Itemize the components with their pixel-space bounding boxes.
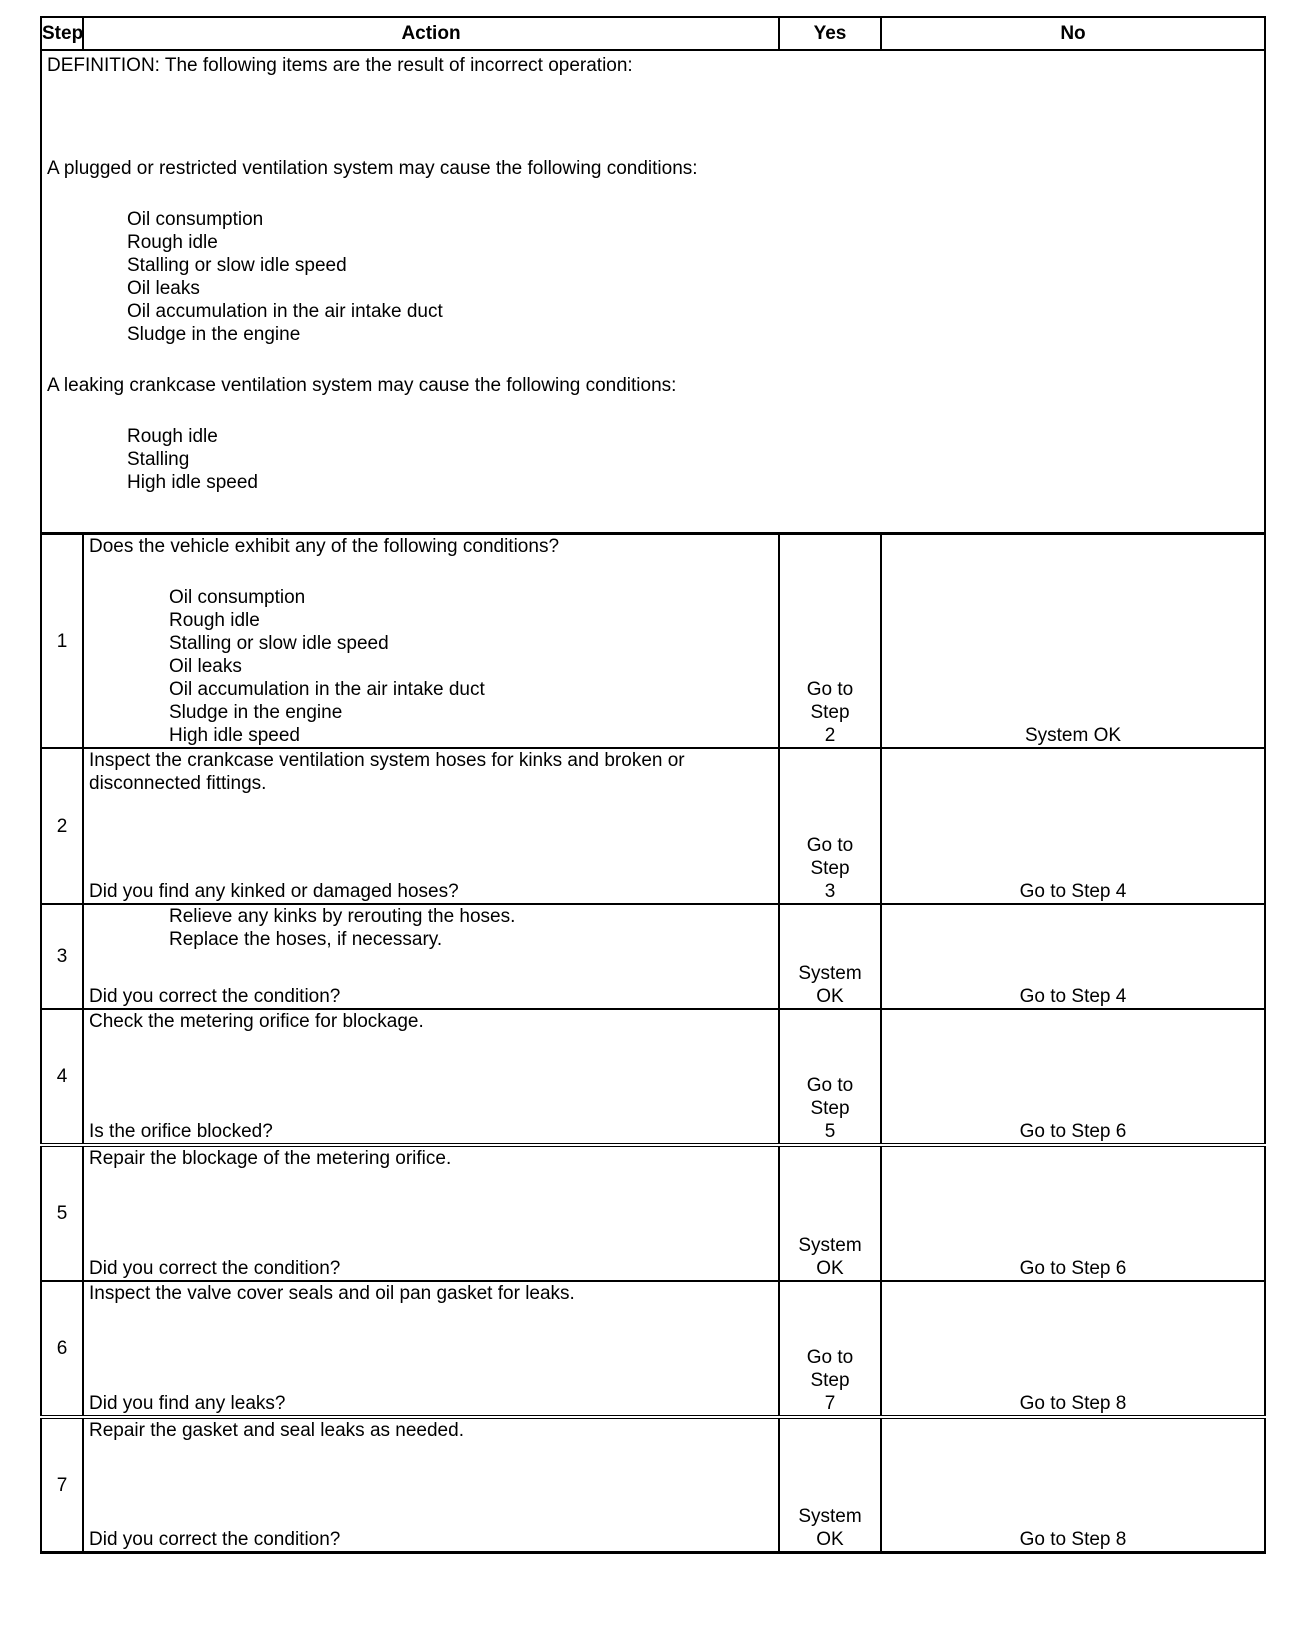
yes-line: OK xyxy=(816,986,844,1007)
step-action xyxy=(83,534,779,749)
yes-line: System xyxy=(798,1235,862,1256)
step-action xyxy=(83,1281,779,1417)
step-action xyxy=(83,1145,779,1281)
leaking-heading: A leaking crankcase ventilation system may cause the following conditions: xyxy=(47,375,677,396)
list-item: Sludge in the engine xyxy=(169,702,343,723)
no-cell: Go to Step 6 xyxy=(881,1145,1265,1281)
definition-intro: DEFINITION: The following items are the result of incorrect operation: xyxy=(47,55,633,76)
step-action xyxy=(83,1417,779,1553)
step-action xyxy=(83,748,779,904)
step-text: Inspect the valve cover seals and oil pan gasket for leaks. xyxy=(89,1283,575,1304)
step-number: 7 xyxy=(41,1417,83,1553)
step-row-5 xyxy=(41,1145,1265,1281)
yes-line: OK xyxy=(816,1529,844,1550)
header-no: No xyxy=(881,17,1265,50)
no-cell: Go to Step 6 xyxy=(881,1009,1265,1145)
list-item: Oil consumption xyxy=(127,209,264,230)
step-number: 3 xyxy=(41,904,83,1009)
yes-cell xyxy=(779,748,881,904)
yes-cell xyxy=(779,534,881,749)
header-step: Step xyxy=(41,17,83,50)
yes-cell xyxy=(779,1281,881,1417)
list-item: Oil leaks xyxy=(169,656,242,677)
list-item: Rough idle xyxy=(169,610,260,631)
list-item: Stalling xyxy=(127,449,190,470)
yes-line: 5 xyxy=(824,1121,836,1142)
step-text: Check the metering orifice for blockage. xyxy=(89,1011,424,1032)
plugged-list xyxy=(47,208,1259,346)
list-item: Stalling or slow idle speed xyxy=(169,633,389,654)
list-item: High idle speed xyxy=(169,725,300,746)
step-action xyxy=(83,904,779,1009)
list-item: Oil leaks xyxy=(127,278,200,299)
list-item: Relieve any kinks by rerouting the hoses. xyxy=(169,906,516,927)
yes-line: 3 xyxy=(824,881,836,902)
step-row-7 xyxy=(41,1417,1265,1553)
step-text: Repair the gasket and seal leaks as needed. xyxy=(89,1420,464,1441)
step-question: Does the vehicle exhibit any of the following conditions? xyxy=(89,536,560,557)
step-action xyxy=(83,1009,779,1145)
header-yes: Yes xyxy=(779,17,881,50)
step-number: 6 xyxy=(41,1281,83,1417)
no-cell: Go to Step 8 xyxy=(881,1417,1265,1553)
plugged-heading: A plugged or restricted ventilation system may cause the following conditions: xyxy=(47,158,698,179)
yes-line: System xyxy=(798,1506,862,1527)
step-question: Is the orifice blocked? xyxy=(89,1121,273,1142)
diagnostic-table xyxy=(40,16,1266,1554)
header-row xyxy=(41,17,1265,50)
yes-cell xyxy=(779,904,881,1009)
list-item: Oil accumulation in the air intake duct xyxy=(169,679,485,700)
step-number: 5 xyxy=(41,1145,83,1281)
step-row-1 xyxy=(41,534,1265,749)
yes-line: 7 xyxy=(824,1393,836,1414)
step-text: disconnected fittings. xyxy=(89,773,267,794)
list-item: Oil accumulation in the air intake duct xyxy=(127,301,443,322)
list-item: Rough idle xyxy=(127,232,218,253)
leaking-list xyxy=(47,425,1259,494)
yes-cell xyxy=(779,1009,881,1145)
step-number: 4 xyxy=(41,1009,83,1145)
step-row-4 xyxy=(41,1009,1265,1145)
no-cell: Go to Step 4 xyxy=(881,748,1265,904)
yes-cell xyxy=(779,1417,881,1553)
step-question: Did you correct the condition? xyxy=(89,986,341,1007)
step-question: Did you correct the condition? xyxy=(89,1258,341,1279)
step-text: Inspect the crankcase ventilation system hoses for kinks and broken or xyxy=(89,750,685,771)
conditions-list xyxy=(89,586,773,747)
no-cell: Go to Step 8 xyxy=(881,1281,1265,1417)
step-question: Did you find any leaks? xyxy=(89,1393,286,1414)
step-number: 1 xyxy=(41,534,83,749)
yes-line: 2 xyxy=(824,725,836,746)
yes-line: Go to Step xyxy=(806,679,854,723)
step-number: 2 xyxy=(41,748,83,904)
list-item: Sludge in the engine xyxy=(127,324,301,345)
yes-line: System xyxy=(798,963,862,984)
list-item: High idle speed xyxy=(127,472,258,493)
list-item: Rough idle xyxy=(127,426,218,447)
list-item: Stalling or slow idle speed xyxy=(127,255,347,276)
yes-line: Go to Step xyxy=(806,1347,854,1391)
list-item: Oil consumption xyxy=(169,587,306,608)
yes-cell xyxy=(779,1145,881,1281)
step-row-3 xyxy=(41,904,1265,1009)
step-row-2 xyxy=(41,748,1265,904)
step-row-6 xyxy=(41,1281,1265,1417)
header-action: Action xyxy=(83,17,779,50)
no-cell: Go to Step 4 xyxy=(881,904,1265,1009)
definition-row xyxy=(41,50,1265,534)
list-item: Replace the hoses, if necessary. xyxy=(169,929,443,950)
step-text: Repair the blockage of the metering orifice. xyxy=(89,1148,452,1169)
no-cell: System OK xyxy=(881,534,1265,749)
yes-line: Go to Step xyxy=(806,1075,854,1119)
yes-line: Go to Step xyxy=(806,835,854,879)
step-question: Did you find any kinked or damaged hoses? xyxy=(89,881,459,902)
yes-line: OK xyxy=(816,1258,844,1279)
definition-cell xyxy=(41,50,1265,534)
step-question: Did you correct the condition? xyxy=(89,1529,341,1550)
instruction-list xyxy=(89,905,773,951)
